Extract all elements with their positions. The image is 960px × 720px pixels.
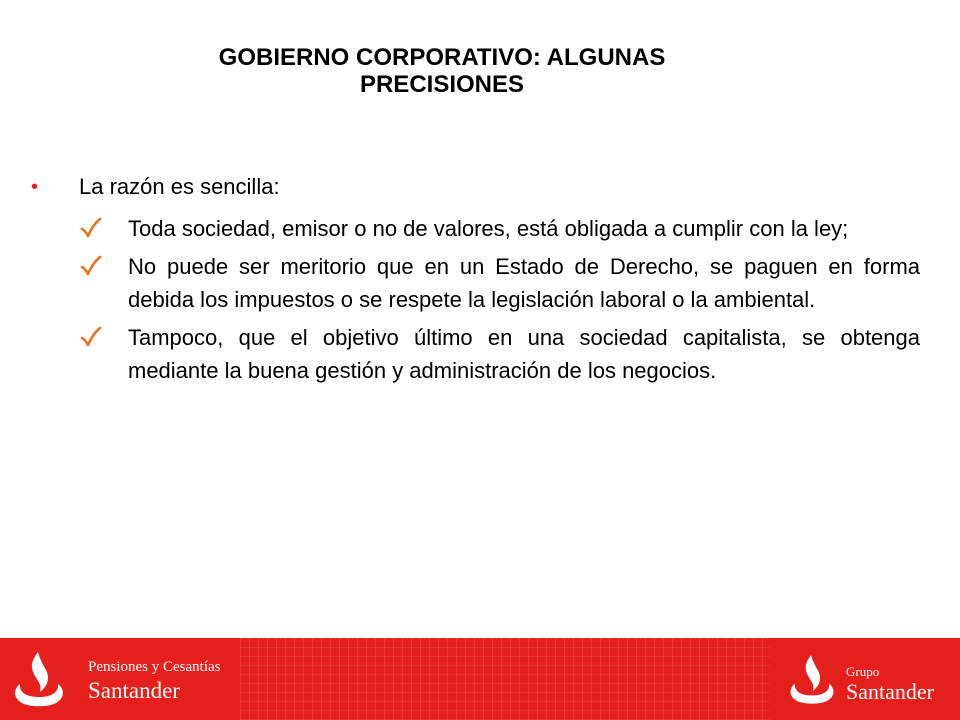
main-bullet-text: La razón es sencilla: (79, 174, 280, 199)
check-mark-icon (80, 217, 102, 239)
check-mark-icon (80, 255, 102, 277)
check-item-text: No puede ser meritorio que en un Estado de Derecho, se paguen en forma debida los impuestos o se respete la legislación laboral o la ambiental. (128, 253, 920, 312)
grupo-santander-logo (768, 638, 960, 720)
check-item (78, 250, 920, 317)
pensiones-logo (0, 638, 240, 720)
group-line-1: Grupo (846, 664, 880, 679)
bullet-dot-icon: • (31, 176, 39, 198)
check-list (78, 212, 920, 392)
footer-pattern (240, 638, 770, 720)
group-line-2: Santander (846, 679, 934, 704)
santander-flame-icon (786, 652, 838, 710)
title-text: GOBIERNO CORPORATIVO: ALGUNAS PRECISIONES (218, 44, 666, 98)
brand-line-1: Pensiones y Cesantías (88, 659, 221, 675)
check-item (78, 212, 920, 246)
check-item-text: Toda sociedad, emisor o no de valores, está obligada a cumplir con la ley; (128, 216, 849, 241)
brand-line-2: Santander (88, 678, 180, 703)
check-item-text: Tampoco, que el objetivo último en una sociedad capitalista, se obtenga mediante la buena gestión y administración de los negocios. (128, 324, 920, 383)
check-item (78, 321, 920, 388)
footer-bar (0, 638, 960, 720)
slide-title (0, 44, 884, 98)
santander-flame-icon (10, 650, 68, 712)
check-mark-icon (80, 326, 102, 348)
